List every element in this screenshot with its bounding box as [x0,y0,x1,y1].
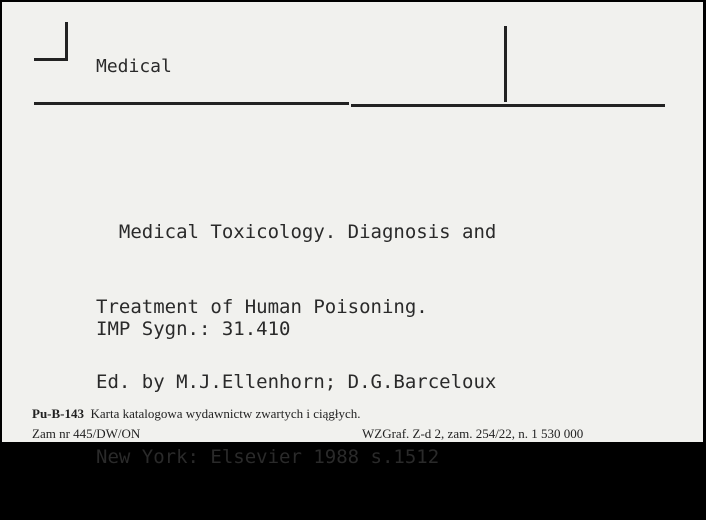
entry-line: Medical Toxicology. Diagnosis and [96,221,497,243]
header-rule-right [351,104,665,107]
header-rule-left [34,102,349,105]
bibliographic-entry [96,170,496,520]
form-title: Karta katalogowa wydawnictw zwartych i ciągłych. [90,406,361,421]
form-code: Pu-B-143 [32,406,84,421]
entry-line: Treatment of Human Poisoning. [96,296,428,318]
subject-heading: Medical [96,56,172,77]
catalog-card [2,2,703,468]
call-number [96,318,290,340]
form-footer-line-1 [32,406,361,422]
entry-line: New York: Elsevier 1988 s.1512 [96,446,440,468]
printer-info: WZGraf. Z-d 2, zam. 254/22, n. 1 530 000 [362,426,584,441]
order-number: Zam nr 445/DW/ON [32,426,141,441]
vertical-divider [504,26,507,102]
corner-mark-vertical [65,22,68,60]
call-number-value: 31.410 [221,318,291,340]
corner-mark-horizontal [34,58,68,61]
entry-line: Ed. by M.J.Ellenhorn; D.G.Barceloux [96,371,497,393]
call-number-label: IMP Sygn.: [96,318,211,340]
